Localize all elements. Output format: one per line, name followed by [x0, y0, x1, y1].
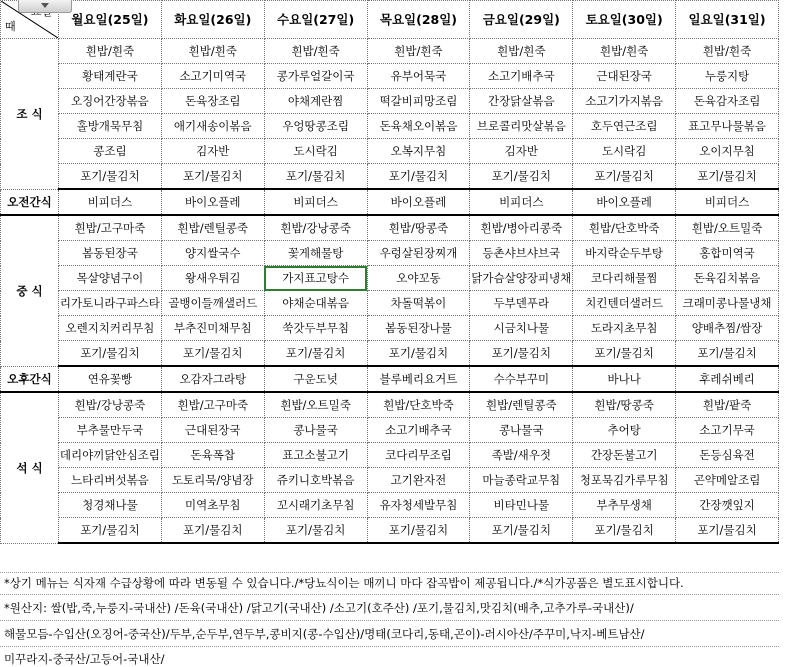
menu-item: 흰밥/흰죽: [161, 39, 264, 64]
snack-item: 블루베리요거트: [367, 366, 470, 392]
menu-item: 흰밥/강낭콩죽: [59, 392, 162, 418]
menu-item: 도라지초무침: [573, 316, 676, 341]
menu-item: 양배추찜/쌈장: [676, 316, 779, 341]
snack-item: 바나나: [573, 366, 676, 392]
menu-item: 흰밥/단호박죽: [573, 215, 676, 241]
menu-item: 우엉땅콩조림: [264, 114, 367, 139]
menu-item: 포기/물김치: [470, 341, 573, 367]
lunch-row: [1, 215, 779, 241]
menu-item: 포기/물김치: [676, 341, 779, 367]
menu-item: 청경채나물: [59, 493, 162, 518]
menu-item: 도시락김: [264, 139, 367, 164]
snack-item: 구운도넛: [264, 366, 367, 392]
menu-item: 봄동된장국: [59, 241, 162, 266]
menu-item: 흰밥/흰죽: [264, 39, 367, 64]
menu-item: 골뱅이들깨샐러드: [161, 291, 264, 316]
menu-item: 등촌샤브샤브국: [470, 241, 573, 266]
menu-item: 포기/물김치: [676, 164, 779, 190]
snack-item: 바이오플레: [573, 189, 676, 215]
menu-item: 유부어묵국: [367, 64, 470, 89]
menu-item: 포기/물김치: [470, 518, 573, 544]
menu-item: 소고기미역국: [161, 64, 264, 89]
menu-item: 흰밥/흰죽: [470, 39, 573, 64]
day-header-thu: 목요일(28일): [367, 1, 470, 39]
menu-item: 포기/물김치: [676, 518, 779, 544]
menu-item: 오야꼬동: [367, 266, 470, 291]
day-header-fri: 금요일(29일): [470, 1, 573, 39]
menu-item: 야채계란찜: [264, 89, 367, 114]
lunch-row: [1, 316, 779, 341]
menu-item: 돈육폭찹: [161, 443, 264, 468]
menu-item: 족발/새우젓: [470, 443, 573, 468]
menu-item: 포기/물김치: [161, 518, 264, 544]
menu-item: 리가토니라구파스타: [59, 291, 162, 316]
menu-item: 도시락김: [573, 139, 676, 164]
menu-item: 흰밥/흰죽: [367, 39, 470, 64]
menu-item: 크래미콩나물냉채: [676, 291, 779, 316]
note-divider: [0, 620, 779, 621]
menu-item: 부추무생채: [573, 493, 676, 518]
snack-item: 후레쉬베리: [676, 366, 779, 392]
menu-item: 떡갈비피망조림: [367, 89, 470, 114]
lunch-row: [1, 266, 779, 291]
menu-item: 포기/물김치: [264, 164, 367, 190]
menu-item: 꼬시래기초무침: [264, 493, 367, 518]
menu-item: 브로콜리맛살볶음: [470, 114, 573, 139]
meal-label-dinner: 석 식: [1, 392, 59, 543]
menu-item: 쥬키니호박볶음: [264, 468, 367, 493]
menu-item: 흰밥/팥죽: [676, 392, 779, 418]
menu-item: 포기/물김치: [573, 341, 676, 367]
menu-item: 청포묵김가루무침: [573, 468, 676, 493]
menu-item: 콩나물국: [470, 418, 573, 443]
menu-item: 느타리버섯볶음: [59, 468, 162, 493]
breakfast-row: [1, 64, 779, 89]
menu-item: 양지쌀국수: [161, 241, 264, 266]
dinner-row: [1, 493, 779, 518]
day-header-sat: 토요일(30일): [573, 1, 676, 39]
note-divider: [0, 646, 779, 647]
menu-item: 황태계란국: [59, 64, 162, 89]
menu-item: 근대된장국: [573, 64, 676, 89]
dinner-row: [1, 418, 779, 443]
lunch-row: [1, 291, 779, 316]
snack-item: 오감자그라탕: [161, 366, 264, 392]
menu-item: 도토리묵/양념장: [161, 468, 264, 493]
menu-item: 오이지무침: [676, 139, 779, 164]
menu-item: 돈육김치볶음: [676, 266, 779, 291]
menu-item: 흰밥/땅콩죽: [573, 392, 676, 418]
dinner-row: [1, 443, 779, 468]
menu-item: 애기새송이볶음: [161, 114, 264, 139]
menu-item: 데리야끼닭안심조림: [59, 443, 162, 468]
menu-item: 쑥갓두부무침: [264, 316, 367, 341]
menu-item: 흰밥/땅콩죽: [367, 215, 470, 241]
menu-item: 포기/물김치: [264, 518, 367, 544]
menu-item: 닭가슴살양장피냉채: [470, 266, 573, 291]
note-origin-1: *원산지: 쌀(밥,죽,누룽지-국내산) /돈육(국내산) /닭고기(국내산) /소고기(호주산) /포기,물김치,맛김치(배추,고추가루-국내산)/: [4, 601, 634, 615]
menu-item: 간장돈불고기: [573, 443, 676, 468]
menu-item: 김자반: [161, 139, 264, 164]
menu-item: 흰밥/흰죽: [676, 39, 779, 64]
breakfast-row: [1, 139, 779, 164]
menu-item: 부추진미채무침: [161, 316, 264, 341]
menu-item: 콩나물국: [264, 418, 367, 443]
breakfast-row: [1, 164, 779, 190]
menu-item: 부추물만두국: [59, 418, 162, 443]
note-divider: [0, 572, 779, 573]
menu-item: 우렁살된장찌개: [367, 241, 470, 266]
note-menu-change: *상기 메뉴는 식자재 수급상황에 따라 변동될 수 있습니다./*당뇨식이는 매끼니 마다 잡곡밥이 제공됩니다./*식가공품은 별도표시합니다.: [4, 576, 684, 590]
snack-item: 수수부꾸미: [470, 366, 573, 392]
snack-item: 연유꽃빵: [59, 366, 162, 392]
afternoon_snack-row: [1, 366, 779, 392]
menu-item: 표고소불고기: [264, 443, 367, 468]
menu-item: 흰밥/병아리콩죽: [470, 215, 573, 241]
snack-item: 바이오플레: [367, 189, 470, 215]
menu-item: 포기/물김치: [161, 341, 264, 367]
dropdown-toggle-button[interactable]: [18, 0, 72, 13]
menu-item: 포기/물김치: [59, 518, 162, 544]
menu-item: 포기/물김치: [59, 341, 162, 367]
menu-item: 오렌지치커리무침: [59, 316, 162, 341]
menu-item: 두부덴푸라: [470, 291, 573, 316]
menu-item: 오징어간장볶음: [59, 89, 162, 114]
menu-item: 콩조림: [59, 139, 162, 164]
meal-label-morning_snack: 오전간식: [1, 189, 59, 215]
menu-item: 오복지무침: [367, 139, 470, 164]
menu-item: 포기/물김치: [59, 164, 162, 190]
menu-item: 흰밥/렌틸콩죽: [161, 215, 264, 241]
menu-item: 돈육장조림: [161, 89, 264, 114]
menu-item: 흰밥/고구마죽: [59, 215, 162, 241]
menu-item: 소고기무국: [676, 418, 779, 443]
menu-item: 흰밥/오트밀죽: [264, 392, 367, 418]
breakfast-row: [1, 114, 779, 139]
menu-item: 돈등심육전: [676, 443, 779, 468]
dinner-row: [1, 468, 779, 493]
menu-item: 목살양념구이: [59, 266, 162, 291]
menu-item: 포기/물김치: [573, 518, 676, 544]
snack-item: 바이오플레: [161, 189, 264, 215]
meal-label-breakfast: 조 식: [1, 39, 59, 190]
menu-item: 차돌떡볶이: [367, 291, 470, 316]
snack-item: 비피더스: [264, 189, 367, 215]
menu-item: 근대된장국: [161, 418, 264, 443]
menu-item: 김자반: [470, 139, 573, 164]
lunch-row: [1, 341, 779, 367]
menu-item: 꽃게해물탕: [264, 241, 367, 266]
menu-item: 흰밥/단호박죽: [367, 392, 470, 418]
menu-item: 가지표고탕수: [264, 266, 367, 291]
menu-item: 간장닭살볶음: [470, 89, 573, 114]
menu-item: 코다리해물찜: [573, 266, 676, 291]
menu-item: 돈육채오이볶음: [367, 114, 470, 139]
menu-item: 포기/물김치: [367, 518, 470, 544]
header-row: [1, 1, 779, 39]
menu-item: 곤약메알조림: [676, 468, 779, 493]
menu-item: 흰밥/흰죽: [573, 39, 676, 64]
breakfast-row: [1, 39, 779, 64]
menu-item: 코다리무조림: [367, 443, 470, 468]
menu-item: 흰밥/고구마죽: [161, 392, 264, 418]
snack-item: 비피더스: [470, 189, 573, 215]
day-header-sun: 일요일(31일): [676, 1, 779, 39]
note-divider: [0, 594, 779, 595]
menu-item: 소고기배추국: [470, 64, 573, 89]
menu-item: 야채순대볶음: [264, 291, 367, 316]
menu-item: 콩가루얼갈이국: [264, 64, 367, 89]
menu-item: 홀방개묵무침: [59, 114, 162, 139]
menu-item: 포기/물김치: [161, 164, 264, 190]
menu-item: 포기/물김치: [264, 341, 367, 367]
meal-label-lunch: 중 식: [1, 215, 59, 366]
menu-item: 왕새우튀김: [161, 266, 264, 291]
menu-item: 유자청세발무침: [367, 493, 470, 518]
day-header-tue: 화요일(26일): [161, 1, 264, 39]
menu-item: 흰밥/흰죽: [59, 39, 162, 64]
snack-item: 비피더스: [676, 189, 779, 215]
menu-item: 포기/물김치: [470, 164, 573, 190]
morning_snack-row: [1, 189, 779, 215]
lunch-row: [1, 241, 779, 266]
dinner-row: [1, 518, 779, 544]
menu-item: 홍합미역국: [676, 241, 779, 266]
day-header-wed: 수요일(27일): [264, 1, 367, 39]
menu-item: 포기/물김치: [367, 341, 470, 367]
menu-item: 추어탕: [573, 418, 676, 443]
breakfast-row: [1, 89, 779, 114]
menu-item: 호두연근조림: [573, 114, 676, 139]
menu-item: 마늘종락교무침: [470, 468, 573, 493]
menu-item: 흰밥/렌틸콩죽: [470, 392, 573, 418]
meal-label-afternoon_snack: 오후간식: [1, 366, 59, 392]
menu-item: 간장깻잎지: [676, 493, 779, 518]
dinner-row: [1, 392, 779, 418]
menu-item: 소고기가지볶음: [573, 89, 676, 114]
menu-item: 포기/물김치: [573, 164, 676, 190]
menu-item: 표고무나물볶음: [676, 114, 779, 139]
menu-item: 비타민나물: [470, 493, 573, 518]
menu-item: 고기완자전: [367, 468, 470, 493]
menu-item: 포기/물김치: [367, 164, 470, 190]
note-origin-3: 미꾸라지-중국산/고등어-국내산/: [4, 652, 165, 666]
menu-item: 소고기배추국: [367, 418, 470, 443]
menu-item: 봄동된장나물: [367, 316, 470, 341]
menu-item: 흰밥/강낭콩죽: [264, 215, 367, 241]
snack-item: 비피더스: [59, 189, 162, 215]
menu-item: 누룽지탕: [676, 64, 779, 89]
corner-meal-label: 때: [5, 20, 16, 33]
menu-item: 치킨텐더샐러드: [573, 291, 676, 316]
menu-item: 미역초무침: [161, 493, 264, 518]
menu-item: 바지락순두부탕: [573, 241, 676, 266]
menu-item: 돈육감자조림: [676, 89, 779, 114]
menu-item: 시금치나물: [470, 316, 573, 341]
day-header-mon: 월요일(25일): [59, 1, 162, 39]
menu-item: 흰밥/오트밀죽: [676, 215, 779, 241]
note-origin-2: 해물모듬-수입산(오징어-중국산)/두부,순두부,연두부,콩비지(콩-수입산)/명태(코다리,동태,곤이)-러시아산/주꾸미,낙지-베트남산/: [4, 627, 645, 641]
